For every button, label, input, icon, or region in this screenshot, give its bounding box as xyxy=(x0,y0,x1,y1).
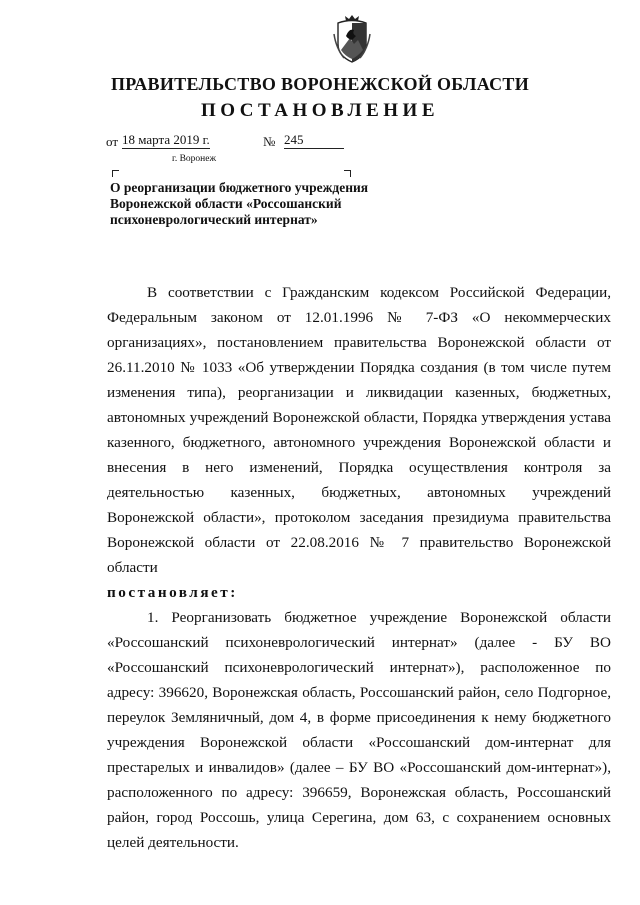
number-prefix: № xyxy=(263,134,276,149)
document-date: 18 марта 2019 г. xyxy=(122,132,210,147)
date-prefix: от xyxy=(106,134,119,149)
voronezh-coat-of-arms-icon xyxy=(332,14,372,64)
document-number: 245 xyxy=(284,132,344,149)
document-body xyxy=(107,280,611,855)
organization-title: ПРАВИТЕЛЬСТВО ВОРОНЕЖСКОЙ ОБЛАСТИ xyxy=(110,74,530,94)
item-1-paragraph: 1. Реорганизовать бюджетное учреждение Воронежской области «Россошанский психоневрологический интернат» (далее - БУ ВО «Россошанский психоневрологический интернат»), расположенное по адресу: 396620, Воронежская область, Россошанский район, село Подгорное, переулок Земляничный, дом 4, в форме присоединения к нему бюджетного учреждения Воронежской области «Россошанский дом-интернат для престарелых и инвалидов» (далее – БУ ВО «Россошанский дом-интернат»), расположенного по адресу: 396659, Воронежская область, Россошанский район, город Россошь, улица Серегина, дом 63, с сохранением основных целей деятельности. xyxy=(107,609,611,851)
decree-word-line xyxy=(107,580,611,605)
document-subject: О реорганизации бюджетного учреждения Воронежской области «Россошанский психоневрологический интернат» xyxy=(110,180,369,227)
decree-word: постановляет: xyxy=(107,584,238,601)
document-type: ПОСТАНОВЛЕНИЕ xyxy=(200,100,440,121)
city-label: г. Воронеж xyxy=(172,154,217,164)
subject-bracket-right xyxy=(344,170,351,177)
subject-bracket-left xyxy=(112,170,119,177)
preamble-paragraph: В соответствии с Гражданским кодексом Российской Федерации, Федеральным законом от 12.01.1996 № 7-ФЗ «О некоммерческих организациях», постановлением правительства Воронежской области от 26.11.2010 № 1033 «Об утверждении Порядка создания (в том числе путем изменения типа), реорганизации и ликвидации казенных, бюджетных, автономных учреждений Воронежской области, Порядка утверждения устава казенного, бюджетного, автономного учреждения Воронежской области и внесения в него изменений, Порядка осуществления контроля за деятельностью казенных, бюджетных, автономных учреждений Воронежской области», протоколом заседания президиума правительства Воронежской области от 22.08.2016 № 7 правительство Воронежской области xyxy=(107,284,611,576)
